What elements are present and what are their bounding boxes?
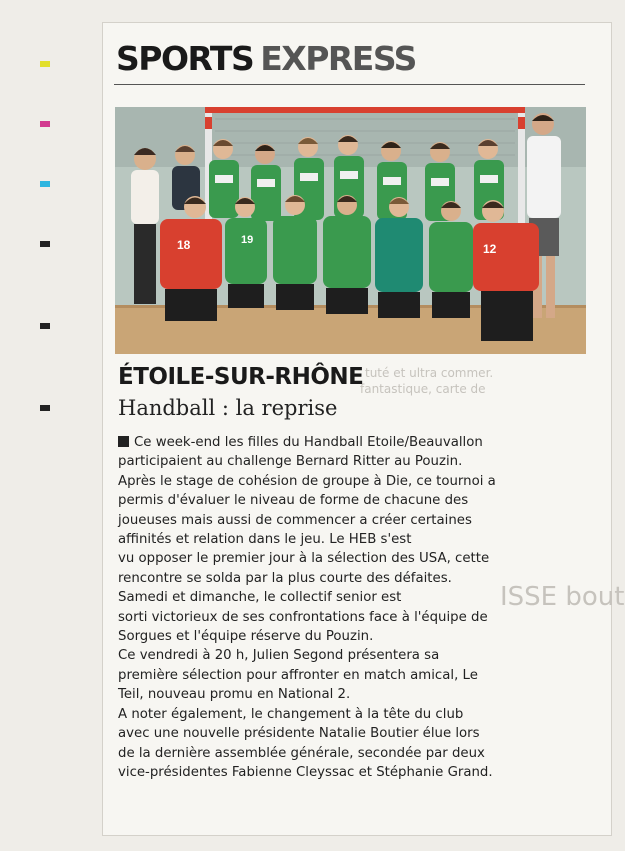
registration-mark [40,323,50,329]
registration-mark [40,241,50,247]
article-line: rencontre se solda par la plus courte des défaites. [118,570,452,586]
article-place: ÉTOILE-SUR-RHÔNE [118,364,364,390]
section-header [116,39,416,78]
article-line: Ce vendredi à 20 h, Julien Segond présentera sa [118,648,440,664]
article-line: permis d'évaluer le niveau de forme de chacune des [118,493,469,509]
show-through: tuté et ultra commer. [365,366,494,380]
article-line: de la dernière assemblée générale, secondée par deux [118,745,485,761]
article-line: Teil, nouveau promu en National 2. [118,687,351,703]
article-line-text: Ce week-end les filles du Handball Etoile/Beauvallon [134,435,483,450]
article-line: A noter également, le changement à la tête du club [118,706,464,722]
article-line: Sorgues et l'équipe réserve du Pouzin. [118,629,374,645]
registration-mark [40,181,50,187]
article-line: participaient au challenge Bernard Ritter au Pouzin. [118,454,463,470]
article-line: affinités et relation dans le jeu. Le HEB s'est [118,532,412,548]
registration-mark [40,405,50,411]
header-rule [114,84,585,85]
jersey-number: 12 [483,242,497,256]
registration-mark [40,61,50,67]
jersey-number: 18 [177,238,191,252]
registration-mark [40,121,50,127]
article-line: avec une nouvelle présidente Natalie Boutier élue lors [118,726,480,742]
article-body [118,433,588,782]
article-line: sorti victorieux de ses confrontations face à l'équipe de [118,609,488,625]
section-header-sports: SPORTS [116,39,254,78]
show-through: ISSE bout [500,582,625,612]
article-line: vu opposer le premier jour à la sélection des USA, cette [118,551,490,567]
jersey-number: 19 [241,234,254,246]
article-line [118,433,588,452]
article-line: Samedi et dimanche, le collectif senior est [118,590,402,606]
article-line: vice-présidentes Fabienne Cleyssac et Stéphanie Grand. [118,764,493,780]
show-through: fantastique, carte de [360,382,486,396]
article-line: Après le stage de cohésion de groupe à Die, ce tournoi a [118,473,496,489]
section-header-express: EXPRESS [260,39,416,78]
article-headline: Handball : la reprise [118,396,338,420]
article-line: joueuses mais aussi de commencer a créer certaines [118,512,472,528]
bullet-square-icon [118,436,129,447]
article-line: première sélection pour affronter en match amical, Le [118,667,478,683]
team-photo [115,107,586,354]
